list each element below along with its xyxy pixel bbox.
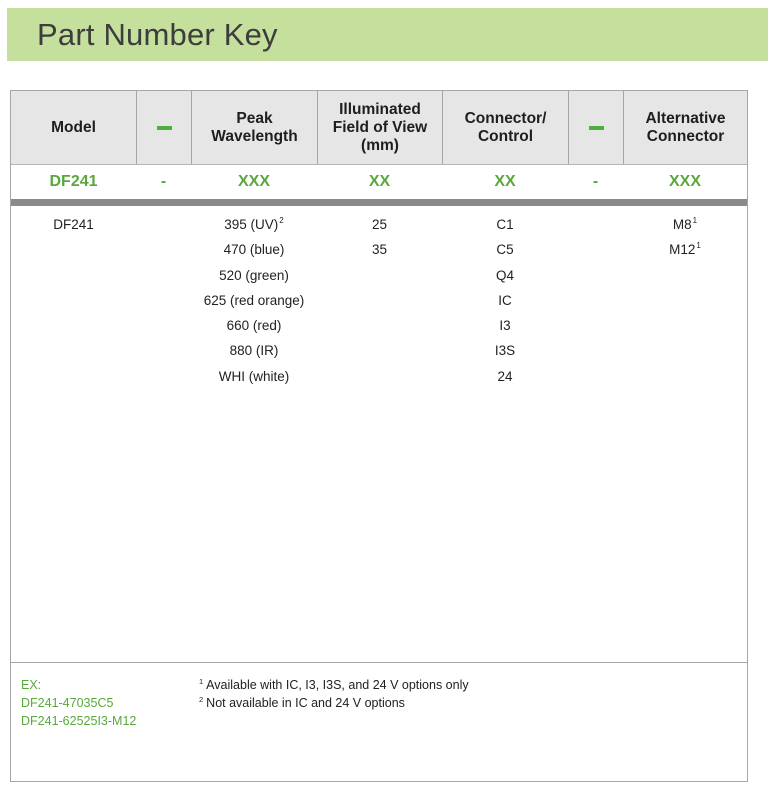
- option-model: DF241: [53, 217, 94, 232]
- header-dash-1: [136, 91, 191, 164]
- example-item: DF241-47035C5: [21, 696, 114, 710]
- option-wavelength: 625 (red orange): [203, 292, 305, 308]
- fov-options: [317, 212, 442, 263]
- option-alternative-text: M8: [672, 217, 692, 232]
- option-wavelength-text: 395 (UV): [224, 217, 279, 232]
- code-model: DF241: [49, 173, 98, 190]
- option-connector: 24: [497, 368, 513, 384]
- code-dash-2: -: [592, 173, 599, 190]
- part-number-table: [10, 90, 748, 782]
- title-banner: [7, 8, 768, 61]
- header-fov-label: [333, 101, 427, 155]
- footnote: [199, 676, 469, 694]
- option-wavelength: 470 (blue): [223, 242, 285, 258]
- code-connector: XX: [494, 173, 516, 190]
- header-connector-line-1: Connector/: [464, 109, 547, 127]
- examples-label: EX:: [21, 678, 42, 692]
- code-wavelength: XXX: [237, 173, 270, 190]
- header-connector-line-2: Control: [477, 127, 534, 145]
- option-connector: C1: [496, 217, 514, 232]
- option-wavelength: 520 (green): [219, 267, 289, 283]
- footnote-mark: 1: [199, 677, 204, 686]
- examples-block: [21, 676, 136, 730]
- footnote-mark: 1: [692, 216, 698, 225]
- option-connector: I3S: [494, 343, 516, 359]
- option-connector: C5: [496, 242, 514, 258]
- connector-options: [442, 212, 568, 389]
- option-alternative: [623, 212, 747, 237]
- option-wavelength: 880 (IR): [229, 343, 279, 359]
- option-alternative: [623, 237, 747, 262]
- header-alternative-line-2: Connector: [646, 127, 725, 145]
- code-alternative: XXX: [668, 173, 701, 190]
- separator-bar: [11, 199, 747, 206]
- page-title: Part Number Key: [37, 17, 278, 52]
- option-wavelength: WHI (white): [218, 368, 290, 384]
- header-connector-label: [465, 110, 547, 146]
- option-fov: 35: [371, 242, 388, 258]
- footnote-mark: 2: [199, 695, 204, 704]
- code-dash-1: -: [160, 173, 167, 190]
- header-alternative-line-1: Alternative: [645, 109, 726, 127]
- header-model: [11, 91, 136, 164]
- header-row: [11, 91, 747, 165]
- option-alternative-text: M12: [669, 242, 696, 258]
- header-fov-line-3: (mm): [361, 136, 399, 154]
- header-peak-wavelength-label: [211, 110, 297, 146]
- alternative-options: [623, 212, 747, 263]
- example-item: DF241-62525I3-M12: [21, 714, 137, 728]
- header-fov-line-1: Illuminated: [339, 100, 421, 118]
- footnote-mark: 2: [279, 216, 284, 225]
- footer-divider: [11, 662, 747, 663]
- header-peak-line-2: Wavelength: [211, 127, 298, 145]
- header-alternative-connector: [623, 91, 747, 164]
- option-connector: IC: [498, 292, 512, 308]
- footnote-mark: 1: [696, 241, 701, 251]
- header-alternative-label: [645, 110, 725, 146]
- dash-separator-2: [589, 126, 604, 130]
- header-dash-2: [568, 91, 623, 164]
- option-fov: 25: [371, 217, 388, 232]
- code-row: [11, 165, 747, 199]
- header-field-of-view: [317, 91, 442, 164]
- option-connector: I3: [499, 318, 511, 334]
- footnote-text: Not available in IC and 24 V options: [206, 696, 405, 710]
- header-model-label: Model: [51, 118, 96, 136]
- header-fov-line-2: Field of View: [332, 118, 428, 136]
- option-wavelength: 660 (red): [226, 318, 282, 334]
- header-peak-line-1: Peak: [236, 109, 273, 127]
- code-fov: XX: [368, 173, 391, 190]
- wavelength-options: [191, 212, 317, 389]
- dash-separator-1: [157, 126, 172, 130]
- footnote: [199, 694, 469, 712]
- header-connector: [442, 91, 568, 164]
- header-peak-wavelength: [191, 91, 317, 164]
- model-options: [11, 212, 136, 237]
- footnotes-block: [199, 676, 469, 712]
- option-connector: Q4: [495, 267, 514, 283]
- footnote-text: Available with IC, I3, I3S, and 24 V options only: [206, 678, 469, 692]
- option-wavelength: [191, 212, 317, 237]
